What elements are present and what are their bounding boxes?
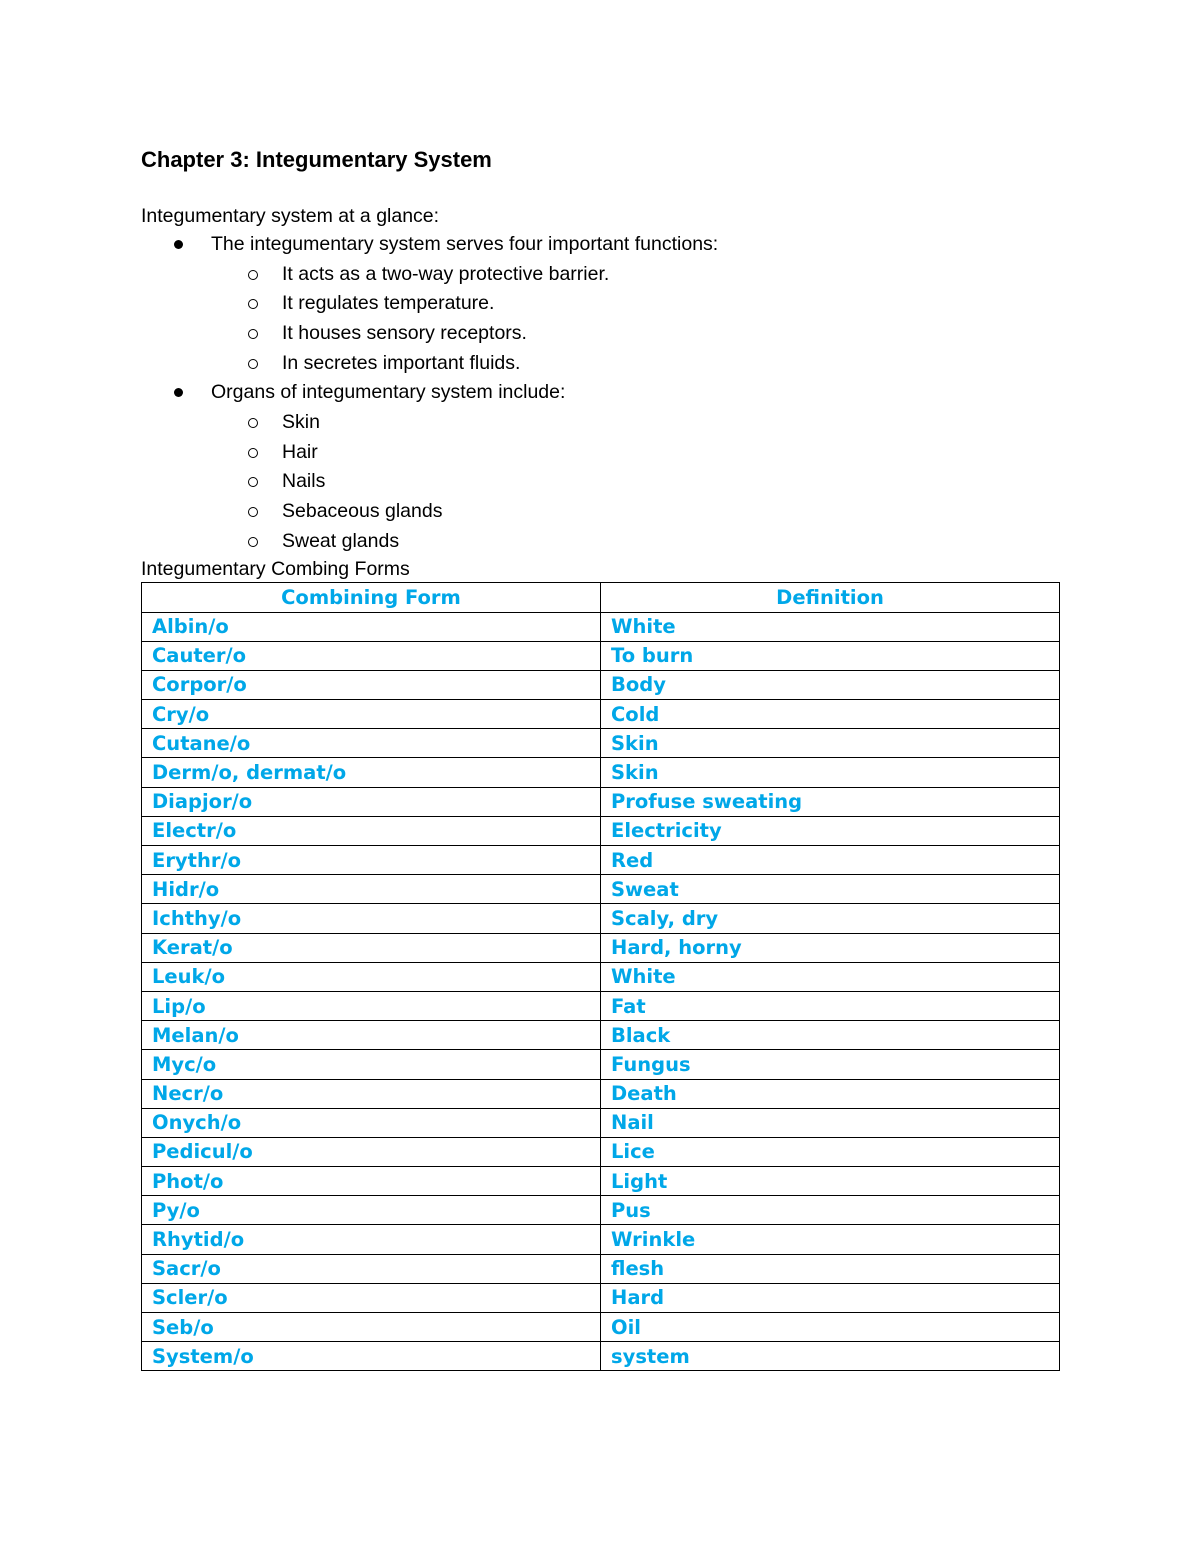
sub-list-item <box>141 497 1059 527</box>
definition-cell: Skin <box>601 729 1060 758</box>
sub-list-item <box>141 349 1059 379</box>
table-row <box>142 962 1060 991</box>
hollow-circle-icon <box>248 329 258 339</box>
hollow-circle-icon <box>248 299 258 309</box>
table-row <box>142 1167 1060 1196</box>
table-row <box>142 670 1060 699</box>
definition-cell: Black <box>601 1021 1060 1050</box>
definition-cell: To burn <box>601 641 1060 670</box>
sub-list <box>211 408 1059 557</box>
table-header-row <box>142 583 1060 612</box>
header-combining-form: Combining Form <box>142 583 601 612</box>
definition-cell: Oil <box>601 1313 1060 1342</box>
combining-form-cell: Cauter/o <box>142 641 601 670</box>
hollow-circle-icon <box>248 448 258 458</box>
combining-form-cell: Erythr/o <box>142 846 601 875</box>
document-page <box>141 140 1059 1371</box>
table-row <box>142 846 1060 875</box>
definition-cell: White <box>601 962 1060 991</box>
combining-form-cell: Scler/o <box>142 1283 601 1312</box>
definition-cell: Sweat <box>601 875 1060 904</box>
hollow-circle-icon <box>248 477 258 487</box>
definition-cell: Death <box>601 1079 1060 1108</box>
definition-cell: Electricity <box>601 816 1060 845</box>
sub-list-item <box>141 319 1059 349</box>
combining-form-cell: Cry/o <box>142 700 601 729</box>
hollow-circle-icon <box>248 418 258 428</box>
sub-item-text: It acts as a two-way protective barrier. <box>282 262 610 285</box>
bullet-item-functions <box>141 230 1059 378</box>
table-row <box>142 1313 1060 1342</box>
definition-cell: Fat <box>601 991 1060 1020</box>
table-row <box>142 1079 1060 1108</box>
bullet-item-organs <box>141 378 1059 556</box>
combining-form-cell: System/o <box>142 1342 601 1371</box>
definition-cell: Body <box>601 670 1060 699</box>
sub-list-item <box>141 527 1059 557</box>
combining-form-cell: Ichthy/o <box>142 904 601 933</box>
combining-form-cell: Lip/o <box>142 991 601 1020</box>
definition-cell: Profuse sweating <box>601 787 1060 816</box>
definition-cell: Cold <box>601 700 1060 729</box>
intro-line: Integumentary system at a glance: <box>141 205 440 227</box>
combining-form-cell: Melan/o <box>142 1021 601 1050</box>
combining-form-cell: Necr/o <box>142 1079 601 1108</box>
sub-list-item <box>141 408 1059 438</box>
combining-form-cell: Albin/o <box>142 612 601 641</box>
hollow-circle-icon <box>248 270 258 280</box>
definition-cell: system <box>601 1342 1060 1371</box>
combining-form-cell: Sacr/o <box>142 1254 601 1283</box>
bullet-text: The integumentary system serves four important functions: <box>211 233 719 255</box>
table-row <box>142 641 1060 670</box>
combining-form-cell: Diapjor/o <box>142 787 601 816</box>
sub-item-text: Hair <box>282 440 318 463</box>
table-row <box>142 612 1060 641</box>
table-caption: Integumentary Combing Forms <box>141 558 410 581</box>
combining-form-cell: Kerat/o <box>142 933 601 962</box>
bullet-dot-icon <box>174 388 183 397</box>
definition-cell: Scaly, dry <box>601 904 1060 933</box>
hollow-circle-icon <box>248 537 258 547</box>
table-row <box>142 875 1060 904</box>
combining-form-cell: Derm/o, dermat/o <box>142 758 601 787</box>
table-row <box>142 904 1060 933</box>
table-row <box>142 1137 1060 1166</box>
sub-list-item <box>141 467 1059 497</box>
definition-cell: Fungus <box>601 1050 1060 1079</box>
combining-form-cell: Hidr/o <box>142 875 601 904</box>
sub-item-text: It houses sensory receptors. <box>282 321 527 344</box>
table-row <box>142 787 1060 816</box>
sub-list-item <box>141 289 1059 319</box>
combining-form-cell: Seb/o <box>142 1313 601 1342</box>
table-row <box>142 1021 1060 1050</box>
table-body <box>142 612 1060 1371</box>
sub-item-text: Sebaceous glands <box>282 499 443 522</box>
combining-form-cell: Cutane/o <box>142 729 601 758</box>
definition-cell: Nail <box>601 1108 1060 1137</box>
combining-form-cell: Myc/o <box>142 1050 601 1079</box>
table-row <box>142 1342 1060 1371</box>
table-row <box>142 1283 1060 1312</box>
table-row <box>142 1225 1060 1254</box>
definition-cell: Wrinkle <box>601 1225 1060 1254</box>
definition-cell: flesh <box>601 1254 1060 1283</box>
definition-cell: White <box>601 612 1060 641</box>
table-row <box>142 700 1060 729</box>
definition-cell: Lice <box>601 1137 1060 1166</box>
sub-list <box>211 260 1059 379</box>
sub-item-text: Sweat glands <box>282 529 400 552</box>
definition-cell: Light <box>601 1167 1060 1196</box>
sub-item-text: It regulates temperature. <box>282 292 495 315</box>
definition-cell: Hard <box>601 1283 1060 1312</box>
sub-item-text: In secretes important fluids. <box>282 351 521 374</box>
table-row <box>142 816 1060 845</box>
hollow-circle-icon <box>248 359 258 369</box>
table-row <box>142 1196 1060 1225</box>
combining-form-cell: Py/o <box>142 1196 601 1225</box>
combining-form-cell: Rhytid/o <box>142 1225 601 1254</box>
sub-item-text: Skin <box>282 410 320 433</box>
sub-item-text: Nails <box>282 470 326 493</box>
combining-form-cell: Leuk/o <box>142 962 601 991</box>
definition-cell: Pus <box>601 1196 1060 1225</box>
definition-cell: Red <box>601 846 1060 875</box>
table-row <box>142 1050 1060 1079</box>
table-row <box>142 1254 1060 1283</box>
bullet-dot-icon <box>174 240 183 249</box>
header-definition: Definition <box>601 583 1060 612</box>
hollow-circle-icon <box>248 507 258 517</box>
chapter-title: Chapter 3: Integumentary System <box>141 147 492 172</box>
sub-list-item <box>141 260 1059 290</box>
table-row <box>142 758 1060 787</box>
combining-form-cell: Phot/o <box>142 1167 601 1196</box>
definition-cell: Skin <box>601 758 1060 787</box>
sub-list-item <box>141 438 1059 468</box>
table-row <box>142 933 1060 962</box>
combining-forms-table <box>141 582 1060 1371</box>
combining-form-cell: Pedicul/o <box>142 1137 601 1166</box>
combining-form-cell: Corpor/o <box>142 670 601 699</box>
bullet-list <box>141 230 1059 556</box>
table-row <box>142 729 1060 758</box>
bullet-text: Organs of integumentary system include: <box>211 381 566 404</box>
combining-form-cell: Onych/o <box>142 1108 601 1137</box>
table-row <box>142 1108 1060 1137</box>
combining-form-cell: Electr/o <box>142 816 601 845</box>
table-row <box>142 991 1060 1020</box>
definition-cell: Hard, horny <box>601 933 1060 962</box>
